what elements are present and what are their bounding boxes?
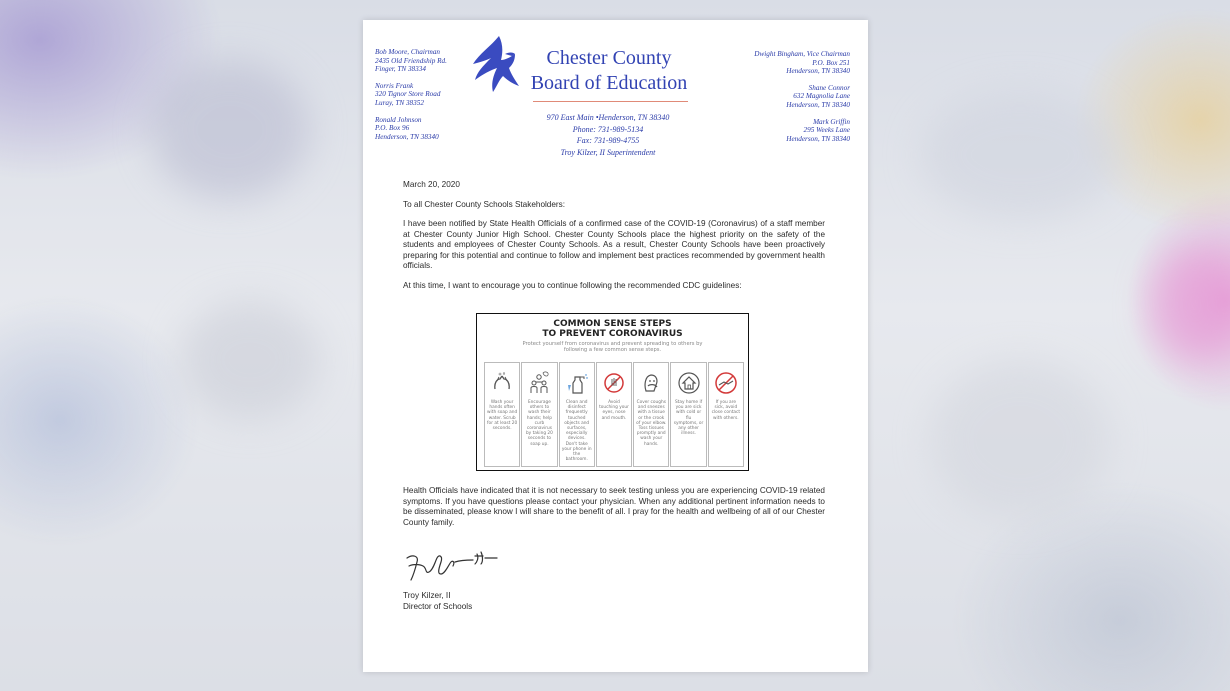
cdc-poster	[476, 313, 749, 471]
letter-body-continued	[403, 486, 825, 537]
board-member	[375, 82, 447, 108]
poster-step	[484, 362, 520, 467]
board-member	[754, 84, 850, 110]
signer-title: Director of Schools	[403, 602, 473, 611]
member-name: Mark Griffin	[813, 117, 850, 126]
member-name: Bob Moore, Chairman	[375, 48, 441, 56]
letter-date: March 20, 2020	[403, 180, 460, 189]
member-name: Shane Connor	[808, 83, 850, 92]
letterhead-address	[513, 112, 703, 158]
cough-face-icon	[639, 371, 663, 395]
office-address: 970 East Main •Henderson, TN 38340	[546, 113, 670, 122]
letter-paragraph-2: At this time, I want to encourage you to continue following the recommended CDC guidelines:	[403, 280, 742, 290]
no-contact-icon	[714, 371, 738, 395]
poster-step	[708, 362, 744, 467]
member-address: 632 Magnolia Lane	[793, 92, 850, 101]
spray-bottle-icon	[565, 371, 589, 395]
letter-body	[403, 180, 825, 300]
step-text: Cover coughs and sneezes with a tissue or the crook of your elbow. Toss tissues promptly and wash your hands.	[636, 400, 667, 447]
board-members-left	[375, 48, 447, 149]
member-name: Ronald Johnson	[375, 115, 422, 124]
superintendent-line: Troy Kilzer, II Superintendent	[560, 147, 656, 157]
signer-name: Troy Kilzer, II	[403, 591, 451, 600]
board-member	[375, 116, 447, 142]
member-address: P.O. Box 96	[375, 124, 410, 133]
office-phone: Phone: 731-989-5134	[572, 124, 644, 134]
eagle-logo-icon	[469, 34, 521, 98]
poster-step	[633, 362, 669, 467]
letter-page	[363, 20, 868, 672]
step-text: If you are sick, avoid close contact with others.	[711, 400, 741, 421]
home-icon	[677, 371, 701, 395]
member-address: 2435 Old Friendship Rd.	[375, 56, 447, 65]
board-member	[375, 48, 447, 74]
poster-title-line1: COMMON SENSE STEPS	[553, 319, 672, 329]
letter-paragraph-1: I have been notified by State Health Officials of a confirmed case of the COVID-19 (Coronavirus) of a staff member at Chester County Junior High School. Chester County Schools place the highest priority on the safety of the students and employees of Chester County Schools. As a result, Chester County Schools have been proactively preparing for this potential and continue to follow and implement best practices recommended by government health officials.	[403, 219, 825, 270]
board-members-right	[754, 50, 850, 151]
member-city: Henderson, TN 38340	[786, 100, 850, 109]
organization-name	[529, 46, 689, 96]
member-name: Dwight Bingham, Vice Chairman	[754, 50, 850, 58]
org-name-line2: Board of Education	[530, 72, 688, 94]
member-address: P.O. Box 251	[812, 58, 850, 67]
poster-subtitle: Protect yourself from coronavirus and prevent spreading to others by following a few common sense steps.	[522, 341, 703, 353]
member-city: Henderson, TN 38340	[375, 132, 439, 141]
step-text: Stay home if you are sick with cold or flu symptoms, or any other illness.	[673, 400, 704, 437]
poster-steps	[484, 362, 744, 467]
letterhead-rule	[533, 101, 688, 102]
board-member	[754, 118, 850, 144]
org-name-line1: Chester County	[546, 47, 672, 69]
step-text: Wash your hands often with soap and water. Scrub for at least 20 seconds.	[487, 400, 518, 432]
office-fax: Fax: 731-989-4755	[576, 136, 640, 146]
member-city: Finger, TN 38334	[375, 65, 426, 74]
member-city: Henderson, TN 38340	[786, 67, 850, 76]
letter-greeting: To all Chester County Schools Stakeholders:	[403, 199, 566, 209]
poster-step	[596, 362, 632, 467]
letter-paragraph-3: Health Officials have indicated that it is not necessary to seek testing unless you are experiencing COVID-19 related symptoms. If you have questions please contact your physician. When any additional pertinent information needs to be disseminated, please know I will share to the benefit of all. I pray for the health and wellbeing of all of our Chester County family.	[403, 486, 825, 527]
poster-step	[559, 362, 595, 467]
member-city: Luray, TN 38352	[375, 98, 424, 107]
member-name: Norris Frank	[375, 81, 414, 90]
member-address: 295 Weeks Lane	[803, 126, 850, 135]
family-icon	[527, 371, 551, 395]
member-city: Henderson, TN 38340	[786, 134, 850, 143]
signature-mark	[403, 548, 503, 582]
step-text: Clean and disinfect frequently touched objects and surfaces, especially devices. Don't take your phone in the bathroom.	[561, 400, 592, 463]
member-address: 320 Tignor Store Road	[375, 90, 441, 99]
poster-step	[521, 362, 557, 467]
poster-step	[670, 362, 706, 467]
board-member	[754, 50, 850, 76]
no-touch-face-icon	[602, 371, 626, 395]
handwashing-icon	[490, 371, 514, 395]
poster-title	[477, 319, 748, 339]
step-text: Avoid touching your eyes, nose and mouth.	[599, 400, 629, 421]
poster-title-line2: TO PREVENT CORONAVIRUS	[542, 329, 683, 339]
step-text: Encourage others to wash their hands; help curb coronavirus by taking 20 seconds to soap up.	[525, 400, 553, 447]
signature-block	[403, 590, 472, 612]
